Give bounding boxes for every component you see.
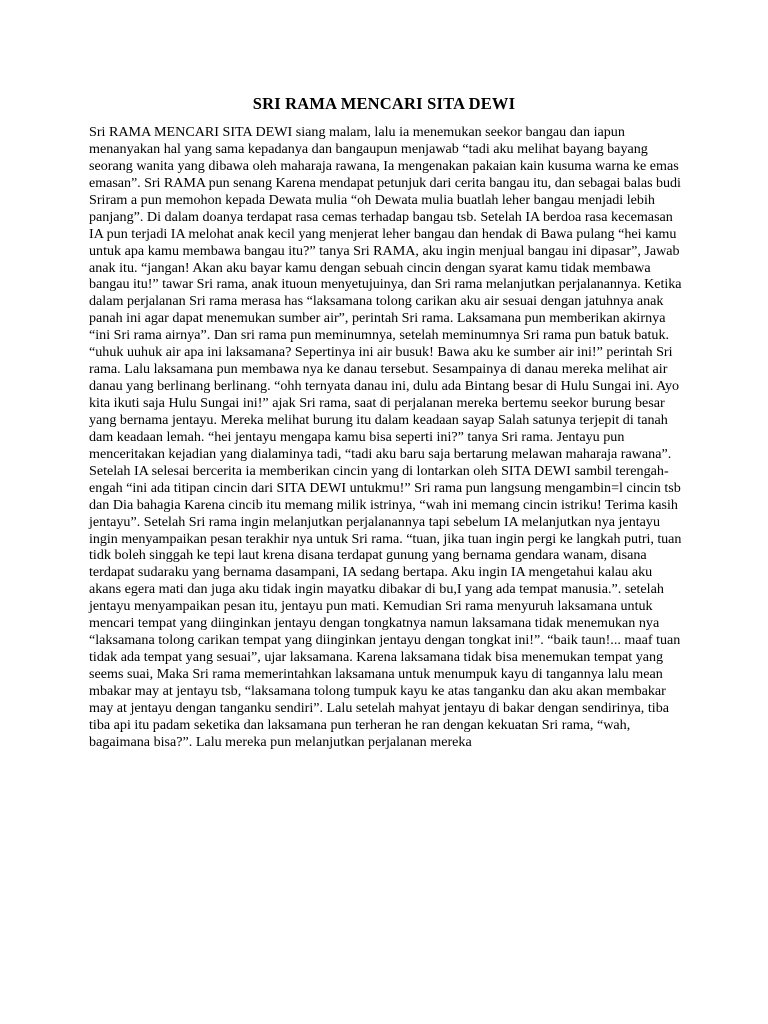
body-text-line: “uhuk uuhuk air apa ini laksamana? Sepertinya ini air busuk! Bawa aku ke sumber air ini!” perintah Sri — [89, 344, 673, 361]
body-text-line: rama. Lalu laksamana pun membawa nya ke danau tersebut. Sesampainya di danau mereka melihat air — [89, 361, 668, 378]
body-text-line: IA pun terjadi IA melohat anak kecil yang menjerat leher bangau dan hendak di Bawa pulang “hei kamu — [89, 225, 677, 242]
body-text-line: jentayu”. Setelah Sri rama ingin melanjutkan perjalanannya tapi sebelum IA melanjutkan nya jentayu — [89, 513, 661, 530]
body-text-line: anak itu. “jangan! Akan aku bayar kamu dengan sebuah cincin dengan syarat kamu tidak membawa — [89, 259, 651, 276]
body-text-line: mencari tempat yang diinginkan jentayu dengan tongkatnya namun laksamana tidak menemukan nya — [89, 615, 660, 632]
body-text-line: panah ini agar dapat menemukan sumber air”, perintah Sri rama. Laksamana pun memberikan akirnya — [89, 310, 666, 327]
body-text-line: mbakar may at jentayu tsb, “laksamana tolong tumpuk kayu ke atas tanganku dan aku akan membakar — [89, 682, 666, 699]
body-text-line: Sri RAMA MENCARI SITA DEWI siang malam, lalu ia menemukan seekor bangau dan iapun — [89, 124, 625, 140]
document-body — [89, 124, 681, 751]
body-text-line: tidak ada tempat yang sesuai”, ujar laksamana. Karena laksamana tidak bisa menemukan tempat yang — [89, 649, 664, 666]
body-text-line: engah “ini ada titipan cincin dari SITA DEWI untukmu!” Sri rama pun langsung mengambin=l cincin tsb — [89, 479, 681, 496]
body-text-line: tiba api itu padam seketika dan laksamana pun terheran he ran dengan kekuatan Sri rama, “wah, — [89, 716, 631, 733]
body-text-line: may at jentayu dengan tanganku sendiri”. Lalu setelah mahyat jentayu di bakar dengan sendirinya, tiba — [89, 699, 669, 716]
body-text-line: Sriram a pun memohon kepada Dewata mulia “oh Dewata mulia buatlah leher bangau menjadi lebih — [89, 191, 655, 208]
body-text-line: menceritakan kejadian yang dialaminya tadi, “tadi aku baru saja bertarung melawan maharaja rawana”. — [89, 445, 672, 462]
body-text-line: dam keadaan lemah. “hei jentayu mengapa kamu bisa seperti ini?” tanya Sri rama. Jentayu pun — [89, 428, 625, 445]
body-text-line: emasan”. Sri RAMA pun senang Karena mendapat petunjuk dari cerita bangau itu, dan sebagai balas budi — [89, 174, 681, 191]
body-text-line: yang bernama jentayu. Mereka melihat burung itu dalam keadaan sayap Salah satunya terjepit di tanah — [89, 411, 668, 428]
body-text-line: jentayu menyampaikan pesan itu, jentayu pun mati. Kemudian Sri rama menyuruh laksamana untuk — [89, 598, 653, 615]
body-text-line: Setelah IA selesai bercerita ia memberikan cincin yang di lontarkan oleh SITA DEWI sambil terengah- — [89, 462, 669, 479]
body-text-line: seems suai, Maka Sri rama memerintahkan laksamana untuk menumpuk kayu di tangannya lalu mean — [89, 666, 663, 682]
body-text-line: terdapat sudaraku yang bernama dasampani, IA sedang bertapa. Aku ingin IA mengetahui kalau aku — [89, 564, 653, 581]
body-text-line: “laksamana tolong carikan tempat yang diinginkan jentayu dengan tongkat ini!”. “baik taun!... maaf tuan — [89, 632, 681, 649]
body-text-line: dan Dia bahagia Karena cincib itu memang milik istrinya, “wah ini memang cincin istriku! Terima kasih — [89, 496, 678, 513]
body-text-line: bagaimana bisa?”. Lalu mereka pun melanjutkan perjalanan mereka — [89, 733, 472, 750]
body-text-line: seorang wanita yang dibawa oleh maharaja rawana, Ia mengenakan pakaian kain kusuma warna ke emas — [89, 157, 679, 174]
body-text-line: panjang”. Di dalam doanya terdapat rasa cemas terhadap bangau tsb. Setelah IA berdoa rasa kecemasan — [89, 208, 673, 225]
body-text-line: “ini Sri rama airnya”. Dan sri rama pun meminumnya, setelah meminumnya Sri rama pun batuk batuk. — [89, 327, 670, 344]
body-text-line: tidk boleh singgah ke tepi laut krena disana terdapat gunung yang bernama gendara wanam, disana — [89, 547, 647, 564]
body-text-line: ingin menyampaikan pesan terakhir nya untuk Sri rama. “tuan, jika tuan ingin pergi ke langkah putri, tuan — [89, 530, 682, 547]
body-text-line: bangau itu!” tawar Sri rama, anak ituoun menyetujuinya, dan Sri rama melanjutkan perjalanannya. Ketika — [89, 276, 682, 293]
body-text-line: akans egera mati dan juga aku tidak ingin mayatku dibakar di bu,I yang ada tempat manusia.”. setelah — [89, 581, 664, 598]
body-text-line: kita ikuti saja Hulu Sungai ini!” ajak Sri rama, saat di perjalanan mereka bertemu seekor burung besar — [89, 395, 665, 411]
body-text-line: dalam perjalanan Sri rama merasa has “laksamana tolong carikan aku air sesuai dengan jatuhnya anak — [89, 293, 664, 310]
body-text-line: menanyakan hal yang sama kepadanya dan bangaupun menjawab “tadi aku melihat bayang bayang — [89, 140, 648, 157]
document-title: SRI RAMA MENCARI SITA DEWI — [252, 94, 516, 113]
body-text-line: danau yang berlinang berlinang. “ohh ternyata danau ini, dulu ada Bintang besar di Hulu Sungai ini. Ayo — [89, 378, 680, 395]
body-text-line: untuk apa kamu membawa bangau itu?” tanya Sri RAMA, aku ingin menjual bangau ini dipasar”, Jawab — [89, 242, 680, 259]
